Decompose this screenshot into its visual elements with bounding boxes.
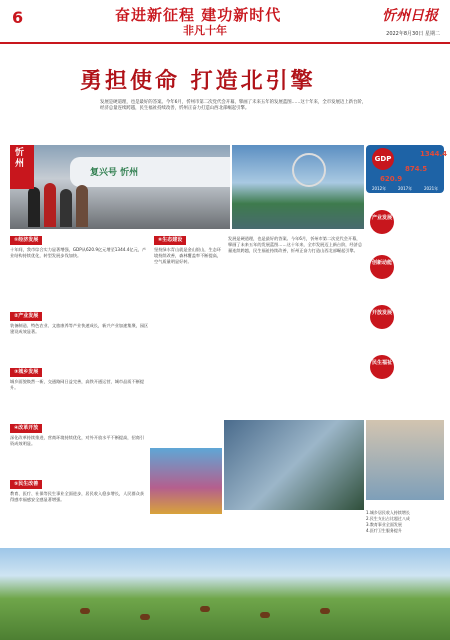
section-4-title: ④改革开放 (10, 424, 42, 433)
section-3-title: ③城乡发展 (10, 368, 42, 377)
student-photo (366, 420, 444, 500)
gdp-2012: 620.9 (380, 175, 403, 183)
main-headline: 勇担使命 打造北引擎 (80, 69, 316, 94)
list-item: 1.城乡居民收入持续增长 (366, 510, 410, 515)
ferris-wheel-image (292, 153, 326, 187)
circle-innovation: 创新动能 (370, 255, 394, 279)
column-text: 发展是硬道理，也是最好的答案。今年6月，忻州市第二次党代会开幕，擘画了未来五年的发展蓝图……这十年来，全市发展迈上新台阶，经济总量连续跨越，民生福祉持续改善，忻州正奋力打造山西北部崛起引擎。 (228, 236, 363, 254)
factory-photo (224, 420, 364, 510)
issue-date: 2022年8月30日 星期二 (386, 31, 440, 37)
section-6-title: ⑥生态建设 (154, 236, 186, 245)
section-2-body: 装备制造、特色农业、文旅康养等产业快速成长，新兴产业加速集聚，园区建设成效显著。 (10, 323, 149, 335)
gdp-2017: 874.5 (405, 165, 428, 173)
section-3-body: 城乡面貌焕然一新，交通路网日益完善，高铁开通运营，城市品质不断提升。 (10, 379, 145, 391)
lake-ferris-wheel-photo (232, 145, 364, 229)
list-item: 2.民生支出占比超过八成 (366, 516, 410, 521)
highlight-list (366, 510, 446, 534)
dancers-photo (150, 448, 222, 514)
section-4-body: 深化改革持续推进，营商环境持续优化，对外开放水平不断提高，招商引资成效明显。 (10, 435, 145, 447)
train-text: 复兴号 忻州 (90, 168, 139, 178)
section-5-body: 教育、医疗、社保等民生事业全面进步，居民收入稳步增长，人民群众获得感幸福感安全感显著增强。 (10, 491, 145, 503)
newspaper-brand: 忻州日报 (382, 8, 438, 24)
grassland-photo (0, 548, 450, 640)
gdp-year-2021: 2021年 (424, 186, 439, 191)
gdp-badge: GDP (372, 148, 394, 170)
section-6-body: 坚持绿水青山就是金山银山，生态环境持续改善，森林覆盖率不断提高，空气质量明显好转。 (154, 247, 222, 265)
section-2-title: ②产业发展 (10, 312, 42, 321)
circle-industry: 产业发展 (370, 210, 394, 234)
gdp-year-2017: 2017年 (398, 186, 413, 191)
circle-opening: 开放发展 (370, 305, 394, 329)
circle-livelihood: 民生福祉 (370, 355, 394, 379)
section-1-title: ①经济发展 (10, 236, 42, 245)
train-photo (10, 145, 230, 229)
page-header (0, 0, 450, 44)
section-1-body: 十年间，我市综合实力显著增强，GDP从620.9亿元增至1344.4亿元，产业结构持续优化，转型发展步伐加快。 (10, 247, 147, 259)
side-tag: 忻州 (10, 145, 34, 189)
list-item: 3.教育事业全面发展 (366, 522, 402, 527)
page-number: 6 (12, 8, 24, 27)
banner-title: 奋进新征程 建功新时代 (115, 6, 282, 24)
gdp-2021: 1344.4 (420, 150, 448, 158)
banner-subtitle: 非凡十年 (183, 24, 227, 37)
gdp-year-2012: 2012年 (372, 186, 387, 191)
lead-paragraph: 发展是硬道理，也是最好的答案。今年6月，忻州市第二次党代会开幕，擘画了未来五年的发展蓝图……这十年来，全市发展迈上新台阶，经济总量连续跨越，民生福祉持续改善，忻州正奋力打造山西北部崛起引擎。 (100, 100, 367, 112)
section-5-title: ⑤民生改善 (10, 480, 42, 489)
list-item: 4.医疗卫生服务提升 (366, 528, 402, 533)
passengers-image (28, 177, 108, 227)
